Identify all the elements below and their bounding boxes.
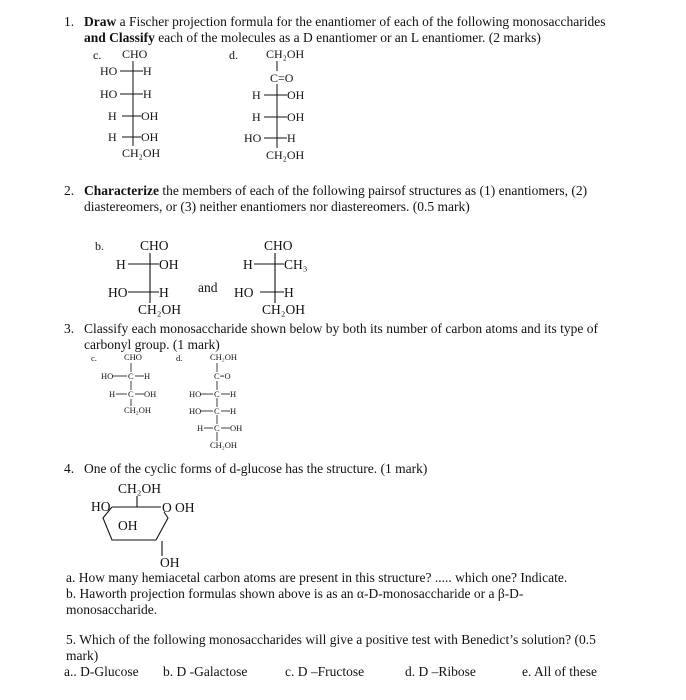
q4-ring-oh-right: OH (175, 500, 195, 515)
q4-part-b-line-2: monosaccharide. (66, 602, 158, 617)
q1c-r2-left: H (108, 109, 117, 123)
q5-option-d: d. D –Ribose (405, 664, 476, 679)
q1-line-1-text: a Fischer projection formula for the enantiomer of each of the following monosaccharides (116, 14, 606, 29)
q1-fischer-d-bonds (264, 61, 287, 148)
q1d-bottom: CH₂OH (266, 148, 305, 162)
q2-number: 2. (64, 183, 75, 198)
q3c-r1-left: H (109, 389, 116, 399)
q2r-top: CHO (264, 238, 293, 253)
q2l-r1-right: H (159, 285, 169, 300)
q1-d-letter: d. (229, 48, 238, 62)
q3d-r1-right: H (230, 406, 237, 416)
q1c-top: CHO (122, 47, 148, 61)
q4-ring-oh-bottom: OH (160, 555, 180, 570)
q3d-top: CH₂OH (210, 352, 238, 362)
q3d-r0-c: C (214, 389, 220, 399)
q1c-r1-left: HO (100, 87, 118, 101)
q2-and: and (198, 280, 218, 295)
q1-number: 1. (64, 14, 75, 29)
q2-left-bonds (128, 253, 159, 303)
q2l-r0-right: OH (159, 257, 179, 272)
q2r-r1-right: H (284, 285, 294, 300)
q4-part-b-line-1: b. Haworth projection formulas shown above is as an α-D-monosaccharide or a β-D- (66, 586, 524, 601)
q1c-r1-right: H (143, 87, 152, 101)
q3d-r2-right: OH (230, 423, 243, 433)
q2-right-bonds (254, 253, 284, 303)
q2-line-2: diastereomers, or (3) neither enantiomers nor diastereomers. (0.5 mark) (84, 199, 470, 214)
q1d-r0-left: H (252, 88, 261, 102)
q1-c-letter: c. (93, 48, 102, 62)
q5-line-2: mark) (66, 648, 99, 663)
q1-line-2-text: each of the molecules as a D enantiomer or an L enantiomer. (2 marks) (154, 30, 541, 45)
q1c-r3-left: H (108, 130, 117, 144)
q4-part-a: a. How many hemiacetal carbon atoms are present in this structure? ..... which one? Indicate. (66, 570, 568, 585)
q3c-r0-c: C (128, 371, 134, 381)
q5-option-e: e. All of these (522, 664, 597, 679)
q1d-r2-left: HO (244, 131, 262, 145)
q3-d-bonds (201, 363, 230, 441)
q5-line-1: 5. Which of the following monosaccharides will give a positive test with Benedict’s solution? (0.5 (66, 632, 596, 647)
q3d-r2-left: H (197, 423, 204, 433)
q3-number: 3. (64, 321, 75, 336)
q2r-r0-left: H (243, 257, 253, 272)
q1c-r0-right: H (143, 64, 152, 78)
q3-d-letter: d. (176, 353, 183, 363)
q4-ring-ch2oh: CH₂OH (118, 481, 161, 496)
q3-c-bonds (113, 363, 144, 406)
q1d-top: CH₂OH (266, 47, 305, 61)
q1d-carbonyl: C=O (270, 71, 294, 85)
q2l-r1-left: HO (108, 285, 128, 300)
q1-fischer-c-bonds (120, 61, 143, 146)
q3-c-letter: c. (91, 353, 97, 363)
q3d-r0-right: H (230, 389, 237, 399)
q2-b-letter: b. (95, 239, 104, 253)
q4-ring-oh-inner: OH (118, 518, 138, 533)
q4-ring-ho: HO (91, 499, 111, 514)
q5-option-a: a.. D-Glucose (64, 664, 139, 679)
q1d-r2-right: H (287, 131, 296, 145)
q2r-bottom: CH₂OH (262, 302, 305, 317)
q2l-bottom: CH₂OH (138, 302, 181, 317)
q3c-r0-left: HO (101, 371, 114, 381)
q4-line-1: One of the cyclic forms of d-glucose has the structure. (1 mark) (84, 461, 428, 476)
q3d-r0-left: HO (189, 389, 202, 399)
q1d-r1-right: OH (287, 110, 305, 124)
q3c-r1-right: OH (144, 389, 157, 399)
q1-verb-classify: and Classify (84, 30, 155, 45)
q4-ring-bonds (103, 496, 168, 556)
q1c-r3-right: OH (141, 130, 159, 144)
q2l-r0-left: H (116, 257, 126, 272)
q1c-r2-right: OH (141, 109, 159, 123)
q1c-bottom: CH₂OH (122, 146, 161, 160)
q2-verb: Characterize (84, 183, 159, 198)
q3d-bottom: CH₂OH (210, 440, 238, 450)
q3c-bottom: CH₂OH (124, 405, 152, 415)
q3d-r2-c: C (214, 423, 220, 433)
q5-option-b: b. D -Galactose (163, 664, 248, 679)
q1c-r0-left: HO (100, 64, 118, 78)
q3c-top: CHO (124, 352, 142, 362)
q3d-carbonyl: C=O (214, 371, 231, 381)
q2r-r1-left: HO (234, 285, 254, 300)
q4-ring-o: O (162, 500, 172, 515)
q2r-r0-right: CH₃ (284, 257, 308, 272)
q3c-r0-right: H (144, 371, 151, 381)
q1d-r0-right: OH (287, 88, 305, 102)
q3d-r1-left: HO (189, 406, 202, 416)
q2l-top: CHO (140, 238, 169, 253)
q3c-r1-c: C (128, 389, 134, 399)
q1d-r1-left: H (252, 110, 261, 124)
q3-line-1: Classify each monosaccharide shown below by both its number of carbon atoms and its type of (84, 321, 599, 336)
q4-number: 4. (64, 461, 75, 476)
q1-verb-draw: Draw (84, 14, 117, 29)
q5-option-c: c. D –Fructose (285, 664, 365, 679)
q3-line-2: carbonyl group. (1 mark) (84, 337, 220, 352)
q2-line-1-text: the members of each of the following pairsof structures as (1) enantiomers, (2) (158, 183, 588, 198)
q3d-r1-c: C (214, 406, 220, 416)
